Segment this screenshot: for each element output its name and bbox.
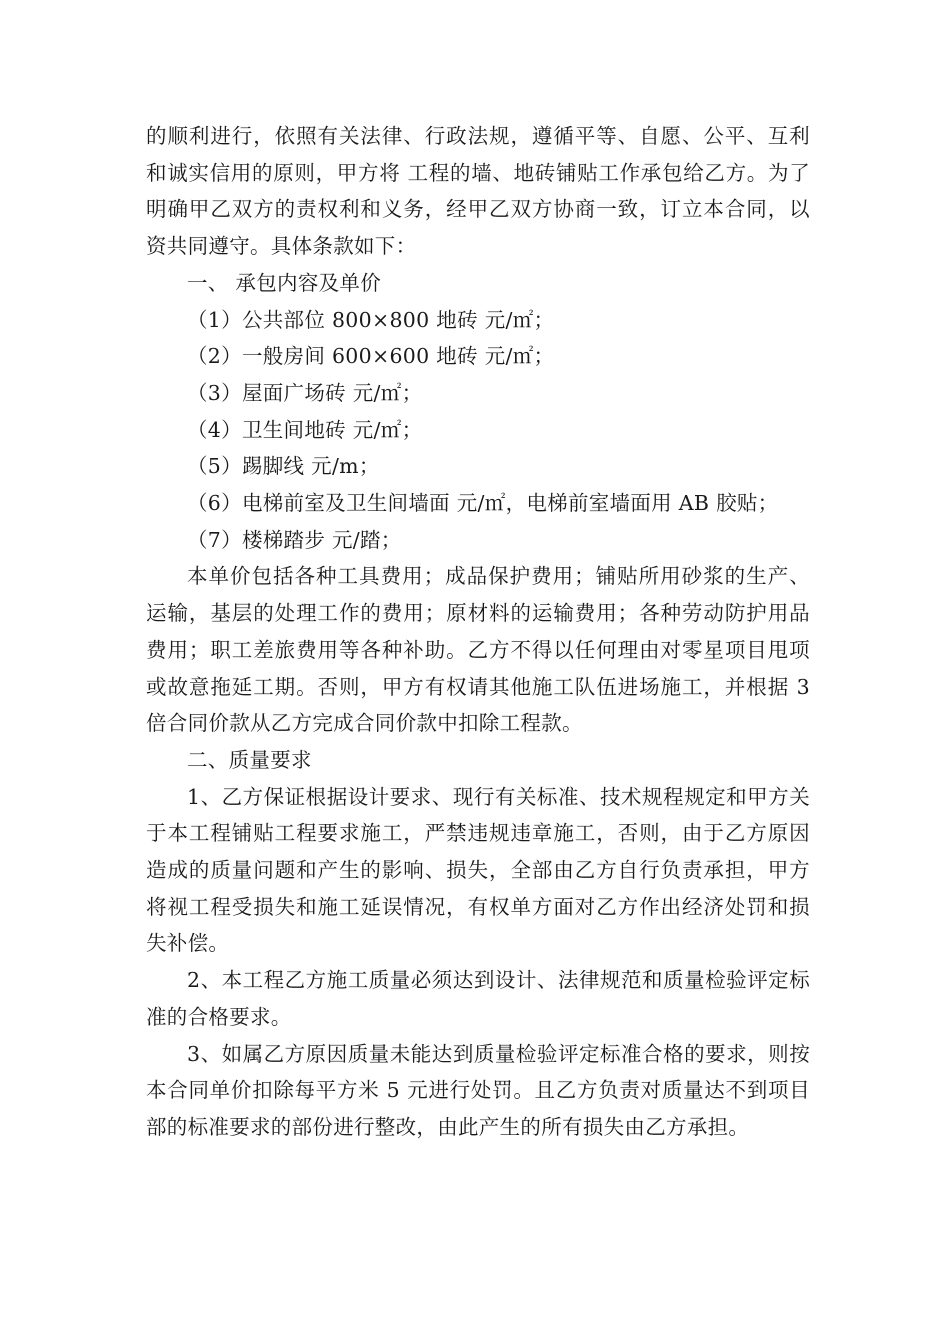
paragraph-quality-1: 1、乙方保证根据设计要求、现行有关标准、技术规程规定和甲方关于本工程铺贴工程要求施工，严禁违规违章施工，否则，由于乙方原因造成的质量问题和产生的影响、损失，全部由乙方自行负责承担，甲方将视工程受损失和施工延误情况，有权单方面对乙方作出经济处罚和损失补偿。 — [146, 784, 810, 956]
section-heading-contract-content: 一、 承包内容及单价 — [187, 270, 382, 295]
list-item: （3）屋面广场砖 元/㎡； — [187, 380, 423, 405]
section-heading-quality: 二、质量要求 — [187, 747, 312, 772]
paragraph-intro: 的顺利进行，依照有关法律、行政法规，遵循平等、自愿、公平、互利和诚实信用的原则，甲方将 工程的墙、地砖铺贴工作承包给乙方。为了明确甲乙双方的责权利和义务，经甲乙双方协商一致，订立本合同，以资共同遵守。具体条款如下： — [146, 124, 810, 259]
list-item: （6）电梯前室及卫生间墙面 元/㎡，电梯前室墙面用 AB 胶贴； — [187, 491, 779, 516]
paragraph-quality-3: 3、如属乙方原因质量未能达到质量检验评定标准合格的要求，则按本合同单价扣除每平方米 5 元进行处罚。且乙方负责对质量达不到项目部的标准要求的部份进行整改，由此产生的所有损失由乙方承担。 — [146, 1041, 810, 1139]
list-item: （2）一般房间 600×600 地砖 元/㎡； — [187, 344, 555, 369]
document-body — [146, 118, 810, 1146]
paragraph-quality-2: 2、本工程乙方施工质量必须达到设计、法律规范和质量检验评定标准的合格要求。 — [146, 968, 810, 1029]
paragraph-unit-price-terms: 本单价包括各种工具费用；成品保护费用；铺贴所用砂浆的生产、运输，基层的处理工作的费用；原材料的运输费用；各种劳动防护用品费用；职工差旅费用等各种补助。乙方不得以任何理由对零星项目甩项或故意拖延工期。否则，甲方有权请其他施工队伍进场施工，并根据 3 倍合同价款从乙方完成合同价款中扣除工程款。 — [146, 564, 810, 736]
list-item: （7）楼梯踏步 元/踏； — [187, 527, 402, 552]
list-item: （1）公共部位 800×800 地砖 元/㎡； — [187, 307, 555, 332]
list-item: （5）踢脚线 元/m； — [187, 454, 380, 479]
list-item: （4）卫生间地砖 元/㎡； — [187, 417, 423, 442]
